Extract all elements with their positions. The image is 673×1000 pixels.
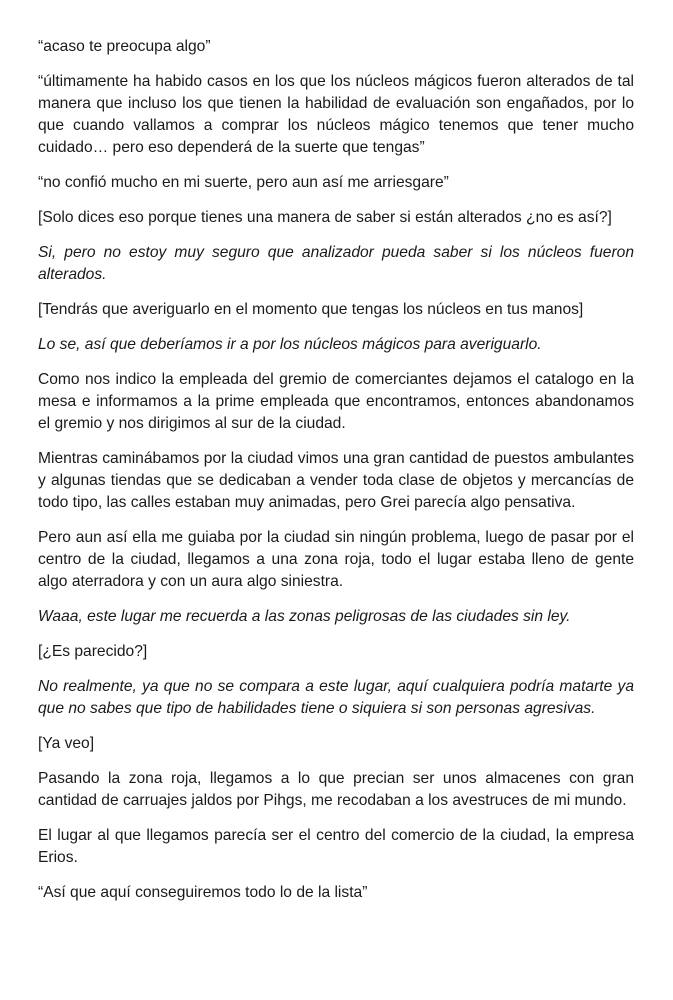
paragraph: El lugar al que llegamos parecía ser el centro del comercio de la ciudad, la empresa Erios. xyxy=(38,827,634,866)
paragraph: [Ya veo] xyxy=(38,735,95,752)
paragraph: [¿Es parecido?] xyxy=(38,643,148,660)
paragraph: Como nos indico la empleada del gremio de comerciantes dejamos el catalogo en la mesa e informamos a la prime empleada que encontramos, entonces abandonamos el gremio y nos dirigimos al sur de la ciudad. xyxy=(38,371,634,432)
paragraph: “últimamente ha habido casos en los que los núcleos mágicos fueron alterados de tal manera que incluso los que tienen la habilidad de evaluación son engañados, por lo que cuando vallamos a comprar los núcleos mágico tenemos que tener mucho cuidado… pero eso dependerá de la suerte que tengas” xyxy=(38,73,634,156)
paragraph: “Así que aquí conseguiremos todo lo de la lista” xyxy=(38,884,368,901)
paragraph: [Tendrás que averiguarlo en el momento que tengas los núcleos en tus manos] xyxy=(38,301,584,318)
paragraph: Pero aun así ella me guiaba por la ciudad sin ningún problema, luego de pasar por el centro de la ciudad, llegamos a una zona roja, todo el lugar estaba lleno de gente algo aterradora y con un aura algo siniestra. xyxy=(38,529,634,590)
paragraph-thought: Lo se, así que deberíamos ir a por los núcleos mágicos para averiguarlo. xyxy=(38,336,542,353)
paragraph: “no confió mucho en mi suerte, pero aun así me arriesgare” xyxy=(38,174,449,191)
paragraph-thought: Waaa, este lugar me recuerda a las zonas peligrosas de las ciudades sin ley. xyxy=(38,608,571,625)
paragraph: [Solo dices eso porque tienes una manera de saber si están alterados ¿no es así?] xyxy=(38,209,612,226)
paragraph-thought: No realmente, ya que no se compara a este lugar, aquí cualquiera podría matarte ya que no sabes que tipo de habilidades tiene o siquiera si son personas agresivas. xyxy=(38,678,634,717)
paragraph: “acaso te preocupa algo” xyxy=(38,38,211,55)
document-page xyxy=(38,36,634,917)
paragraph: Pasando la zona roja, llegamos a lo que precian ser unos almacenes con gran cantidad de carruajes jaldos por Pihgs, me recodaban a los avestruces de mi mundo. xyxy=(38,770,634,809)
paragraph: Mientras caminábamos por la ciudad vimos una gran cantidad de puestos ambulantes y algunas tiendas que se dedicaban a vender toda clase de objetos y mercancías de todo tipo, las calles estaban muy animadas, pero Grei parecía algo pensativa. xyxy=(38,450,634,511)
paragraph-thought: Si, pero no estoy muy seguro que analizador pueda saber si los núcleos fueron alterados. xyxy=(38,244,634,283)
